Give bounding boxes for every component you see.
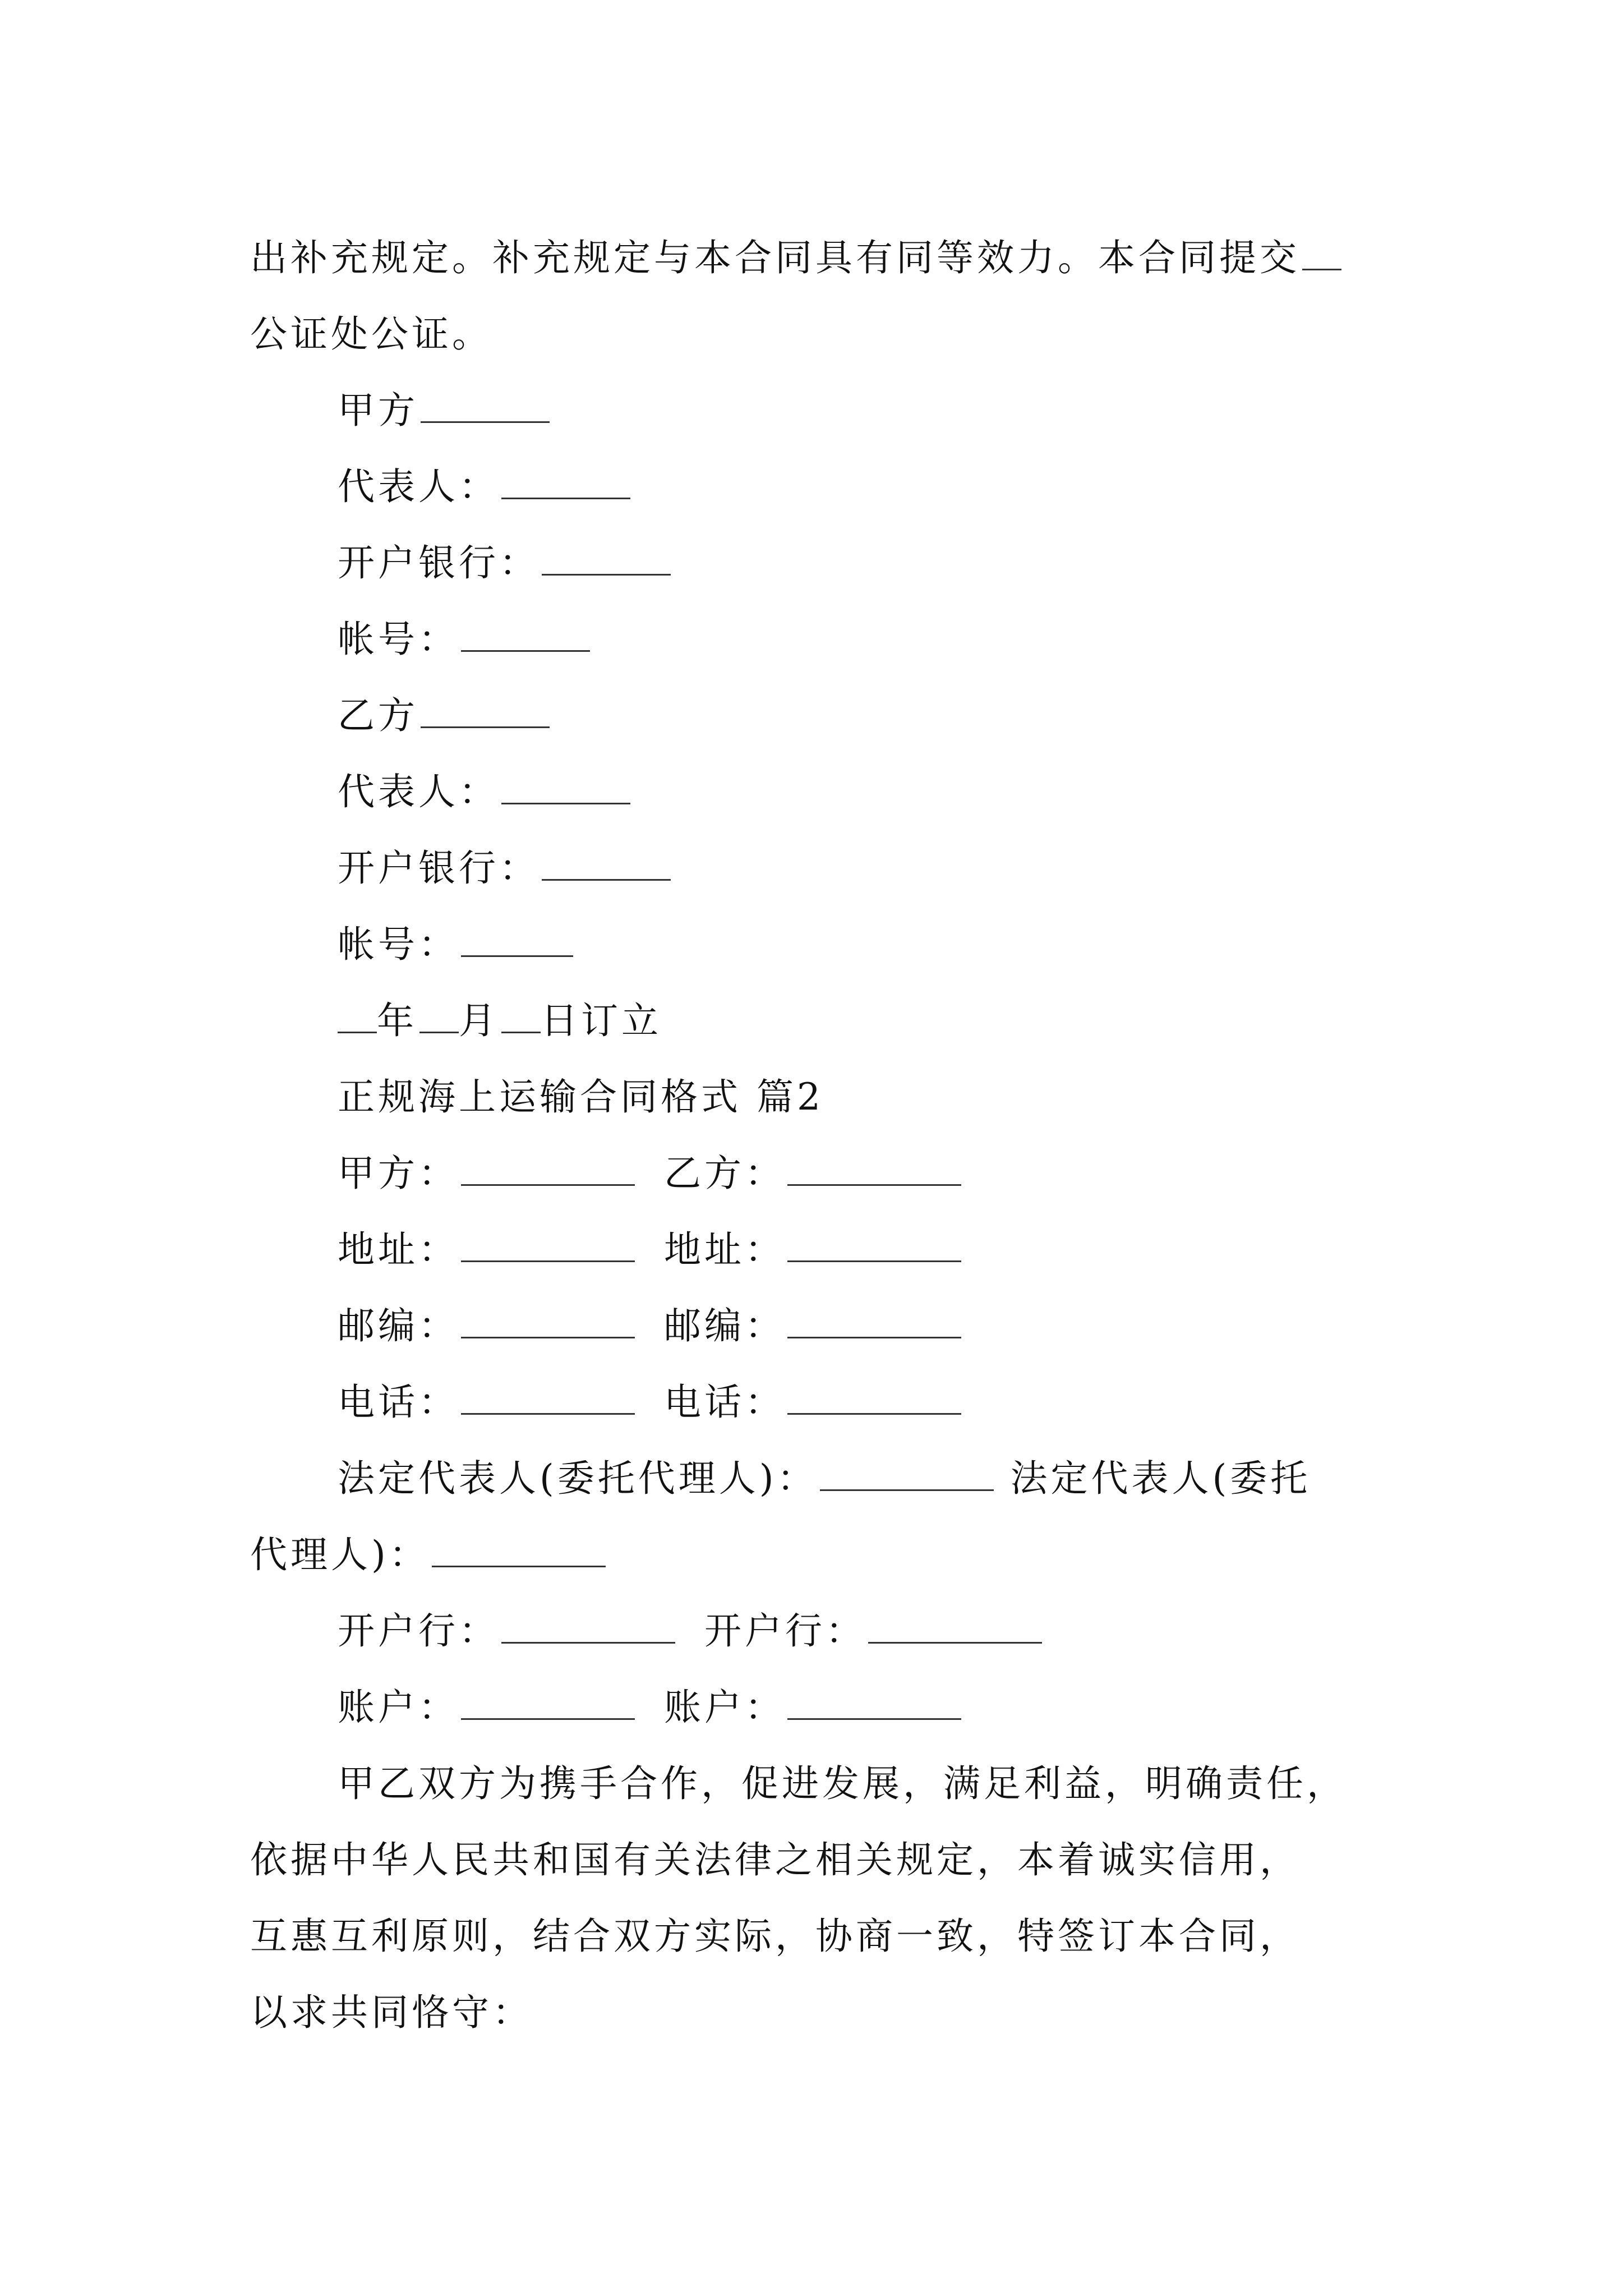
day-label: 日订立	[541, 999, 662, 1042]
party-b-rep-line	[250, 754, 1377, 830]
blank-underline	[461, 1379, 635, 1415]
right-field	[664, 1364, 961, 1441]
text-segment: 出补充规定。补充规定与本合同具有同等效力。本合同提交	[250, 236, 1300, 279]
party-a-label: 甲方	[338, 389, 418, 432]
right-label: 地址：	[664, 1228, 785, 1271]
legal-rep-cont-label: 代理人)：	[250, 1533, 430, 1576]
account-label: 帐号：	[338, 923, 459, 966]
blank-underline	[787, 1227, 961, 1262]
paragraph-text: 甲乙双方为携手合作，促进发展，满足利益，明确责任，	[338, 1762, 1347, 1805]
blank-underline	[432, 1532, 606, 1567]
left-label: 电话：	[338, 1381, 459, 1424]
party-a-account-line	[250, 601, 1377, 678]
blank-underline	[501, 1608, 675, 1644]
right-field	[664, 1288, 961, 1364]
rep-label: 代表人：	[338, 770, 499, 813]
blank-underline	[461, 616, 590, 652]
blank-underline	[338, 998, 377, 1033]
blank-underline	[461, 1303, 635, 1338]
account-right-label: 账户：	[664, 1686, 785, 1729]
form-pair-row	[250, 1288, 1377, 1364]
blank-underline	[421, 693, 550, 728]
bank-label: 开户银行：	[338, 846, 540, 890]
blank-underline	[501, 998, 541, 1033]
legal-rep-continuation	[250, 1517, 1377, 1593]
paragraph-text: 互惠互利原则，结合双方实际，协商一致，特签订本合同，	[250, 1915, 1300, 1958]
paragraph-line	[250, 1898, 1377, 1975]
date-line	[250, 983, 1377, 1059]
blank-underline	[461, 1227, 635, 1262]
blank-underline	[787, 1379, 961, 1415]
legal-rep-right-label: 法定代表人(委托	[1010, 1457, 1311, 1500]
month-label: 月	[459, 999, 499, 1042]
legal-rep-left-label: 法定代表人(委托代理人)：	[338, 1457, 818, 1500]
form-pair-row	[250, 1212, 1377, 1288]
party-b-label: 乙方	[338, 694, 418, 737]
blank-underline	[461, 1151, 635, 1186]
blank-underline	[787, 1685, 961, 1720]
party-a-line	[250, 372, 1377, 449]
account-left-label: 账户：	[338, 1686, 459, 1729]
right-field	[664, 1669, 961, 1746]
blank-underline	[787, 1303, 961, 1338]
party-b-line	[250, 678, 1377, 754]
right-field	[664, 1212, 961, 1288]
form-pair-row	[250, 1364, 1377, 1441]
blank-underline	[542, 845, 671, 881]
form-pair-row	[250, 1135, 1377, 1212]
account-pair-row	[250, 1669, 1377, 1746]
party-b-bank-line	[250, 830, 1377, 907]
blank-underline	[868, 1608, 1042, 1644]
blank-underline	[1302, 235, 1341, 270]
paragraph-text: 以求共同恪守：	[250, 1991, 533, 2034]
paragraph-line	[250, 1746, 1377, 1822]
blank-underline	[421, 388, 550, 423]
bank-right-label: 开户行：	[704, 1609, 866, 1653]
paragraph-line	[250, 1975, 1377, 2051]
year-label: 年	[377, 999, 417, 1042]
right-label: 乙方：	[664, 1152, 785, 1195]
right-label: 电话：	[664, 1381, 785, 1424]
paragraph-line	[250, 1822, 1377, 1898]
text-line	[250, 296, 1377, 372]
party-a-bank-line	[250, 525, 1377, 601]
paragraph-text: 依据中华人民共和国有关法律之相关规定，本着诚实信用，	[250, 1838, 1300, 1881]
party-b-account-line	[250, 907, 1377, 983]
left-label: 地址：	[338, 1228, 459, 1271]
left-label: 邮编：	[338, 1304, 459, 1347]
text-line	[250, 220, 1377, 296]
rep-label: 代表人：	[338, 465, 499, 508]
right-label: 邮编：	[664, 1304, 785, 1347]
left-label: 甲方：	[338, 1152, 459, 1195]
bank-pair-row	[250, 1593, 1377, 1669]
account-label: 帐号：	[338, 618, 459, 661]
right-field	[704, 1593, 1042, 1669]
blank-underline	[820, 1456, 994, 1491]
blank-underline	[542, 540, 671, 576]
text-segment: 公证处公证。	[250, 312, 492, 356]
document-body	[250, 220, 1377, 2051]
bank-label: 开户银行：	[338, 541, 540, 585]
section-title: 正规海上运输合同格式 篇2	[338, 1075, 824, 1119]
blank-underline	[501, 464, 630, 499]
blank-underline	[419, 998, 459, 1033]
right-field	[664, 1135, 961, 1212]
blank-underline	[501, 769, 630, 804]
party-a-rep-line	[250, 449, 1377, 525]
blank-underline	[787, 1151, 961, 1186]
blank-underline	[461, 1685, 635, 1720]
bank-left-label: 开户行：	[338, 1609, 499, 1653]
legal-rep-line	[250, 1441, 1377, 1517]
section-heading	[250, 1059, 1377, 1135]
blank-underline	[461, 922, 573, 957]
